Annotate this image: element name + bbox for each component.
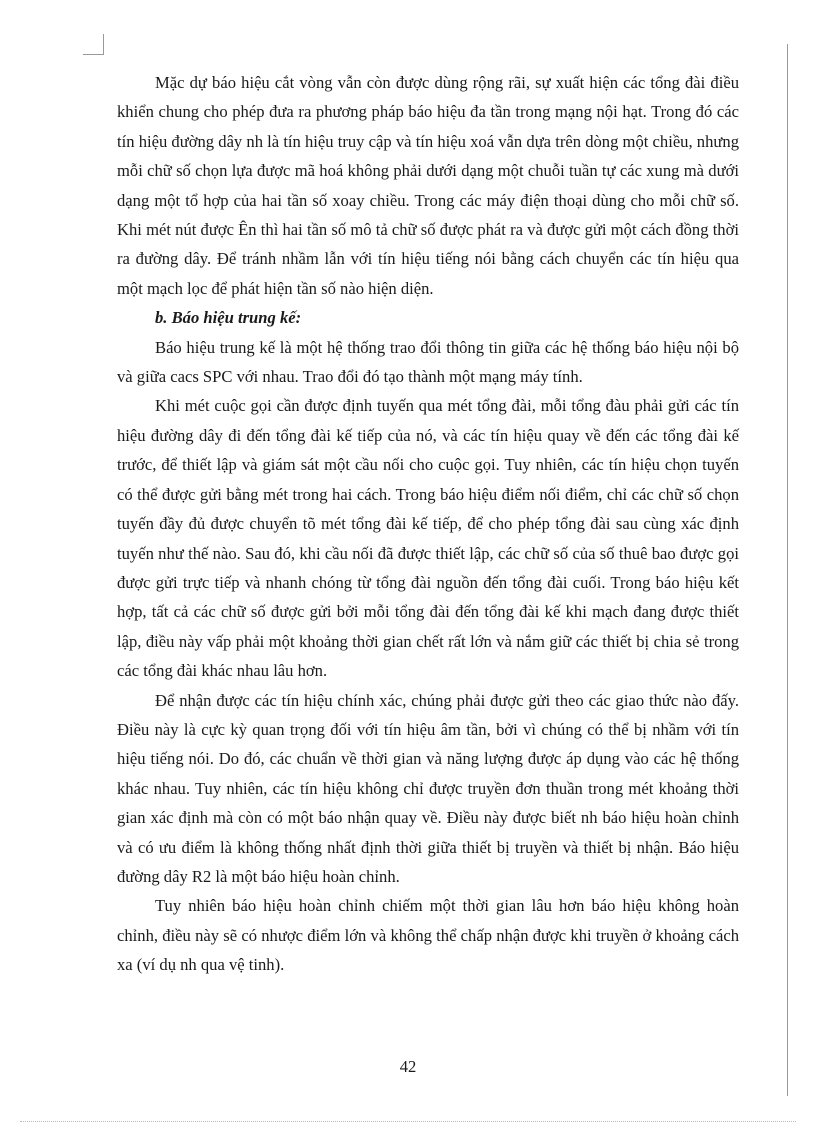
footer-divider [20, 1121, 796, 1122]
document-body [117, 68, 739, 980]
page-number: 42 [399, 1057, 417, 1076]
paragraph: Để nhận được các tín hiệu chính xác, chúng phải được gửi theo các giao thức nào đấy. Điều này là cực kỳ quan trọng đối với tín hiệu âm tần, bởi vì chúng có thể bị nhầm với tín hiệu tiếng nói. Do đó, các chuẩn về thời gian và năng lượng được áp dụng vào các hệ thống khác nhau. Tuy nhiên, các tín hiệu không chỉ được truyền đơn thuần trong mét khoảng thời gian xác định mà còn có một báo nhận quay về. Điều này được biết nh báo hiệu hoàn chỉnh và có ưu điểm là không thống nhất định thời giữa thiết bị truyền và thiết bị nhận. Báo hiệu đường dây R2 là một báo hiệu hoàn chỉnh. [117, 690, 739, 886]
paragraph: Tuy nhiên báo hiệu hoàn chỉnh chiếm một thời gian lâu hơn báo hiệu không hoàn chỉnh, điều này sẽ có nhược điểm lớn và không thể chấp nhận được khi truyền ở khoảng cách xa (ví dụ nh qua vệ tinh). [117, 896, 739, 975]
paragraph: Khi mét cuộc gọi cần được định tuyến qua mét tổng đài, mỗi tổng đàu phải gửi các tín hiệu đường dây đi đến tổng đài kế tiếp của nó, và các tín hiệu quay về đến các tổng đài kế trước, để thiết lập và giám sát một cầu nối cho cuộc gọi. Tuy nhiên, các tín hiệu chọn tuyến có thể được gửi bằng mét trong hai cách. Trong báo hiệu điểm nối điểm, chỉ các chữ số chọn tuyến đầy đủ được chuyển tõ mét tổng đài kế tiếp, để cho phép tổng đài sau cùng xác định tuyến như thế nào. Sau đó, khi cầu nối đã được thiết lập, các chữ số của số thuê bao được gọi được gửi trực tiếp và nhanh chóng từ tổng đài nguồn đến tổng đài cuối. Trong báo hiệu kết hợp, tất cả các chữ số được gửi bởi mỗi tổng đài đến tổng đài kế khi mạch đang được thiết lập, điều này vấp phải một khoảng thời gian chết rất lớn và nắm giữ các thiết bị chia sẻ trong các tổng đài khác nhau lâu hơn. [117, 396, 739, 681]
paragraph: Báo hiệu trung kế là một hệ thống trao đổi thông tin giữa các hệ thống báo hiệu nội bộ và giữa cacs SPC với nhau. Trao đổi đó tạo thành một mạng máy tính. [117, 337, 739, 387]
paragraph: Mặc dự báo hiệu cắt vòng vẫn còn được dùng rộng rãi, sự xuất hiện các tổng đài điều khiển chung cho phép đưa ra phương pháp báo hiệu đa tần trong mạng nội hạt. Trong đó các tín hiệu đường dây nh là tín hiệu truy cập và tín hiệu xoá vẫn dựa trên dòng một chiều, nhưng mỗi chữ số chọn lựa được mã hoá không phải dưới dạng một chuỗi tuần tự các xung mà dưới dạng một tổ hợp của hai tần số xoay chiều. Trong các máy điện thoại dùng cho mỗi chữ số. Khi mét nút được Ên thì hai tần số mô tả chữ số được phát ra và được gửi một cách đồng thời ra đường dây. Để tránh nhầm lẫn với tín hiệu tiếng nói bằng cách chuyển các tín hiệu qua một mạch lọc để phát hiện tần số nào hiện diện. [117, 73, 739, 298]
section-heading: b. Báo hiệu trung kế: [155, 308, 302, 328]
